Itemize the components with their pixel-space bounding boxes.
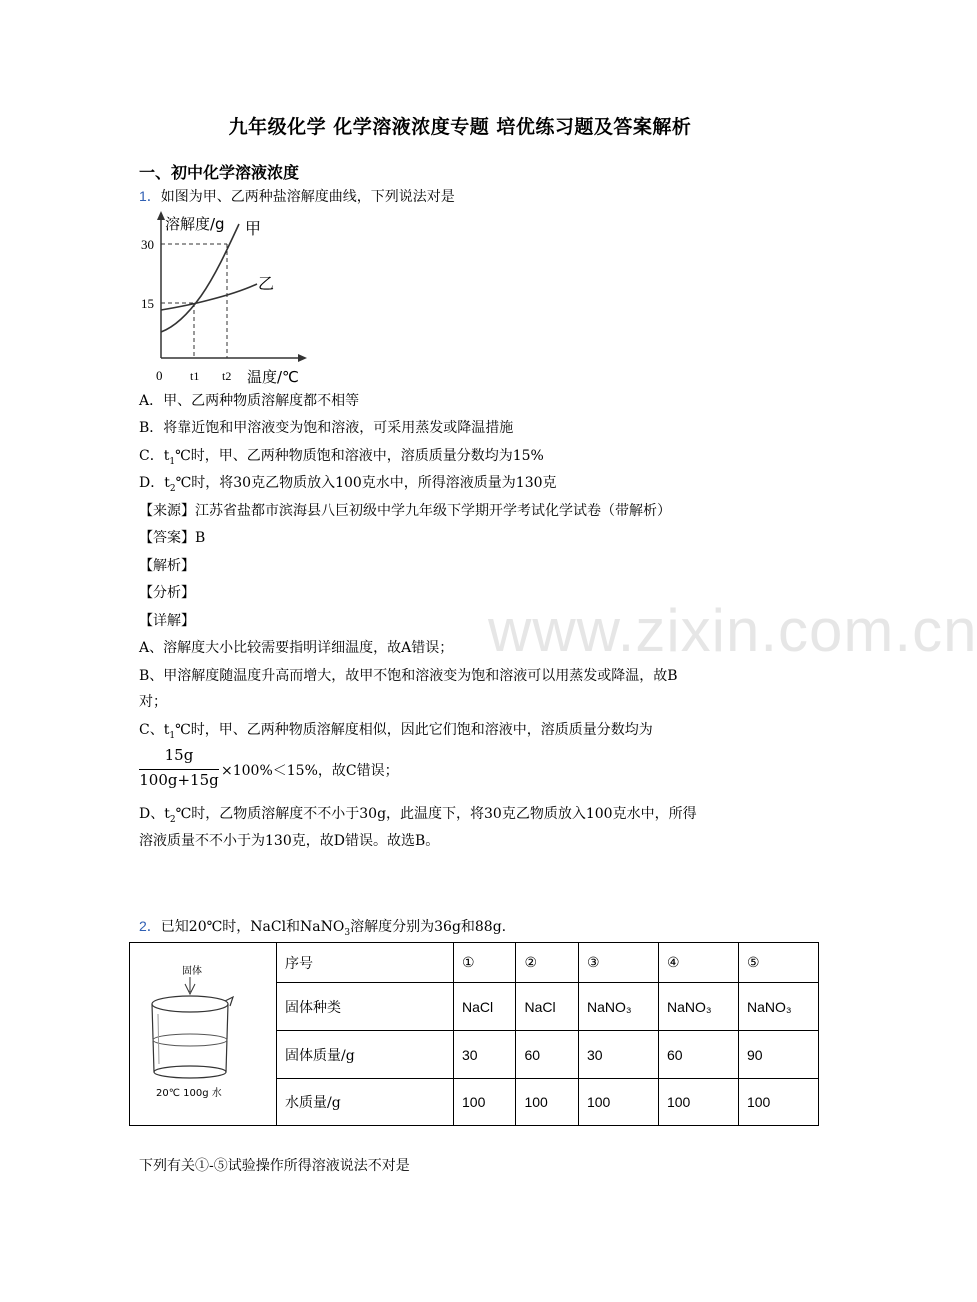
cell: 90 — [738, 1031, 818, 1079]
beaker-cell — [130, 943, 277, 1126]
option-a: A．甲、乙两种物质溶解度都不相等 — [139, 393, 360, 409]
row-label: 固体质量/g — [277, 1031, 454, 1079]
cell: NaNO₃ — [658, 983, 738, 1031]
question-text: 如图为甲、乙两种盐溶解度曲线，下列说法对是 — [160, 189, 455, 205]
cell: ⑤ — [738, 943, 818, 983]
question-2-followup: 下列有关①-⑤试验操作所得溶液说法不对是 — [139, 1158, 410, 1174]
solubility-graph — [139, 210, 319, 390]
fraction-bar — [139, 769, 219, 770]
section-heading: 一、初中化学溶液浓度 — [139, 163, 300, 182]
source-line: 【来源】江苏省盐都市滨海县八巨初级中学九年级下学期开学考试化学试卷（带解析） — [139, 503, 671, 519]
explain-c: C、$t_1℃$时，甲、乙两种物质溶解度相似，因此它们饱和溶液中，溶质质量分数均为 — [139, 722, 653, 741]
page-title: 九年级化学 化学溶液浓度专题 培优练习题及答案解析 — [228, 116, 692, 138]
explain-b-1: B、甲溶解度随温度升高而增大，故甲不饱和溶液变为饱和溶液可以用蒸发或降温，故B — [139, 668, 678, 684]
cell: ① — [454, 943, 516, 983]
cell: 30 — [578, 1031, 658, 1079]
cell: ② — [516, 943, 578, 983]
table-row — [130, 943, 819, 983]
fraction — [139, 746, 219, 793]
detail-heading: 【详解】 — [139, 613, 195, 629]
y-axis-arrow — [157, 211, 165, 220]
cell: 60 — [516, 1031, 578, 1079]
cell: 100 — [578, 1079, 658, 1126]
curve-yi — [161, 284, 257, 310]
cell: ④ — [658, 943, 738, 983]
cell: NaNO₃ — [578, 983, 658, 1031]
x-tick-t1: t1 — [190, 369, 200, 383]
cell: 60 — [658, 1031, 738, 1079]
option-d: D．$t_2℃$时，将30克乙物质放入100克水中，所得溶液质量为130克 — [139, 475, 557, 494]
question-2-stem: 2．已知20℃时，NaCl和NaNO$_3$溶解度分别为36g和88g. — [139, 918, 507, 938]
fraction-tail: ×100%＜15%，故C错误； — [221, 763, 399, 779]
experiment-table — [129, 942, 819, 1126]
explain-d-2: 溶液质量不不小于为130克，故D错误。故选B。 — [139, 833, 440, 849]
option-b: B．将靠近饱和甲溶液变为饱和溶液，可采用蒸发或降温措施 — [139, 420, 514, 436]
question-number: 2． — [139, 918, 161, 934]
row-label: 水质量/g — [277, 1079, 454, 1126]
row-label: 序号 — [277, 943, 454, 983]
x-tick-t2: t2 — [222, 369, 232, 383]
cell: 100 — [516, 1079, 578, 1126]
fenxi-heading: 【分析】 — [139, 585, 195, 601]
x-axis-label: 温度/℃ — [247, 368, 299, 386]
x-axis-arrow — [298, 354, 307, 362]
answer-line: 【答案】B — [139, 530, 206, 546]
cell: NaNO₃ — [738, 983, 818, 1031]
question-1-stem — [139, 186, 455, 207]
explain-a: A、溶解度大小比较需要指明详细温度，故A错误； — [139, 640, 454, 656]
series-label-jia: 甲 — [245, 219, 262, 238]
beaker-bottom-label: 20℃ 100g 水 — [156, 1088, 222, 1099]
option-c: C．$t_1℃$时，甲、乙两种物质饱和溶液中，溶质质量分数均为15% — [139, 448, 544, 467]
beaker-illustration — [130, 944, 276, 1124]
y-tick-30: 30 — [141, 237, 154, 252]
origin-label: 0 — [156, 368, 163, 383]
y-tick-15: 15 — [141, 296, 154, 311]
row-label: 固体种类 — [277, 983, 454, 1031]
cell: 100 — [738, 1079, 818, 1126]
explain-d-1: D、$t_2℃$时，乙物质溶解度不不小于30g，此温度下，将30克乙物质放入100克水中，所得 — [139, 806, 697, 825]
series-label-yi: 乙 — [258, 274, 275, 293]
cell: 100 — [454, 1079, 516, 1126]
cell: NaCl — [516, 983, 578, 1031]
explain-b-2: 对； — [139, 694, 167, 710]
analysis-heading: 【解析】 — [139, 558, 195, 574]
fraction-denominator: 100g+15g — [139, 771, 219, 789]
cell: NaCl — [454, 983, 516, 1031]
question-number: 1． — [139, 188, 161, 204]
beaker-top-label: 固体 — [182, 966, 202, 977]
y-axis-label: 溶解度/g — [165, 215, 225, 233]
watermark: www.zixin.com.cn — [488, 597, 977, 664]
cell: 100 — [658, 1079, 738, 1126]
cell: ③ — [578, 943, 658, 983]
fraction-numerator: 15g — [164, 746, 194, 764]
cell: 30 — [454, 1031, 516, 1079]
